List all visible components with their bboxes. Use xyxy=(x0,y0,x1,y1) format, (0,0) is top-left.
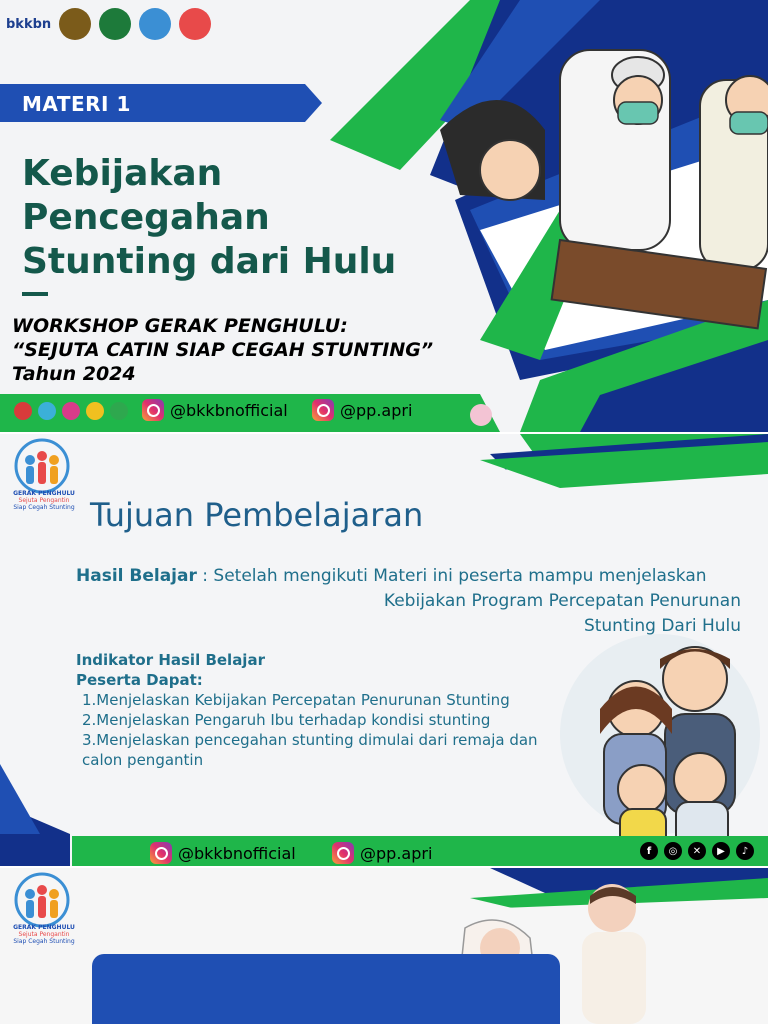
section-title: Tujuan Pembelajaran xyxy=(90,496,424,534)
logo-text-line-1: GERAK PENGHULU xyxy=(13,924,75,931)
hasil-belajar xyxy=(76,564,741,639)
partner-logos xyxy=(6,8,211,40)
indicator-item: 1.Menjelaskan Kebijakan Percepatan Penurunan Stunting xyxy=(82,691,510,709)
bkkbn-logo: bkkbn xyxy=(6,16,52,32)
seal-logo-2 xyxy=(99,8,131,40)
social-handle-bkkbn: @bkkbnofficial xyxy=(178,843,296,863)
x-icon[interactable]: ✕ xyxy=(688,842,706,860)
seal-logo-1 xyxy=(59,8,91,40)
partner-mini-icon-4 xyxy=(86,402,104,420)
partner-mini-icon-3 xyxy=(62,402,80,420)
title-line-3: Stunting dari Hulu xyxy=(22,241,397,282)
facebook-icon[interactable]: f xyxy=(640,842,658,860)
logo-text-line-2: Sejuta Pengantin xyxy=(18,931,70,938)
social-icons xyxy=(640,842,754,860)
gerak-penghulu-logo-text xyxy=(8,924,80,945)
hasil-label: Hasil Belajar xyxy=(76,566,197,586)
peserta-label: Peserta Dapat: xyxy=(76,671,203,689)
logo-text-line-3: Siap Cegah Stunting xyxy=(13,938,75,945)
hasil-colon: : xyxy=(202,566,208,586)
anniversary-logo xyxy=(179,8,211,40)
instagram-icon xyxy=(312,399,334,421)
instagram-icon[interactable]: ◎ xyxy=(664,842,682,860)
instagram-icon xyxy=(150,842,172,864)
partner-mini-icon-1 xyxy=(14,402,32,420)
title-underline xyxy=(22,292,48,296)
social-bkkbn[interactable] xyxy=(150,842,296,864)
instagram-icon xyxy=(332,842,354,864)
title-line-1: Kebijakan xyxy=(22,153,223,194)
partner-mini-icon-2 xyxy=(38,402,56,420)
partner-mini-icon-5 xyxy=(110,402,128,420)
materi-label: MATERI 1 xyxy=(22,92,131,116)
slide-3 xyxy=(0,868,768,1024)
family-illustration xyxy=(560,634,760,859)
workshop-line-3: Tahun 2024 xyxy=(12,363,136,385)
social-handle-ppapri: @pp.apri xyxy=(360,843,433,863)
slide-1 xyxy=(0,0,768,432)
indicator-list xyxy=(82,690,562,770)
social-bkkbn[interactable] xyxy=(142,399,288,421)
indikator-label: Indikator Hasil Belajar xyxy=(76,651,265,669)
logo-text-line-3: Siap Cegah Stunting xyxy=(13,504,75,511)
social-handle-ppapri: @pp.apri xyxy=(340,400,413,420)
main-title xyxy=(22,152,422,284)
youtube-icon[interactable]: ▶ xyxy=(712,842,730,860)
instagram-icon xyxy=(142,399,164,421)
social-handle-bkkbn: @bkkbnofficial xyxy=(170,400,288,420)
title-line-2: Pencegahan xyxy=(22,197,270,238)
indicator-item: 2.Menjelaskan Pengaruh Ibu terhadap kondisi stunting xyxy=(82,711,491,729)
hasil-text: Setelah mengikuti Materi ini peserta mampu menjelaskan xyxy=(213,566,707,586)
workshop-line-2: “SEJUTA CATIN SIAP CEGAH STUNTING” xyxy=(12,339,434,361)
family-badge-icon xyxy=(470,404,492,426)
logo-text-line-1: GERAK PENGHULU xyxy=(13,490,75,497)
tiktok-icon[interactable]: ♪ xyxy=(736,842,754,860)
social-ppapri[interactable] xyxy=(332,842,432,864)
indicator-item: 3.Menjelaskan pencegahan stunting dimulai dari remaja dan calon pengantin xyxy=(82,731,538,769)
gerak-penghulu-logo xyxy=(139,8,171,40)
gerak-penghulu-logo-text xyxy=(8,490,80,511)
hasil-text-2: Kebijakan Program Percepatan Penurunan Stunting Dari Hulu xyxy=(383,591,741,636)
indikator-heading xyxy=(76,650,265,690)
social-ppapri[interactable] xyxy=(312,399,412,421)
content-panel xyxy=(92,954,560,1024)
workshop-line-1: WORKSHOP GERAK PENGHULU: xyxy=(12,315,348,337)
slide-2 xyxy=(0,434,768,866)
logo-text-line-2: Sejuta Pengantin xyxy=(18,497,70,504)
workshop-subtitle xyxy=(12,314,472,386)
